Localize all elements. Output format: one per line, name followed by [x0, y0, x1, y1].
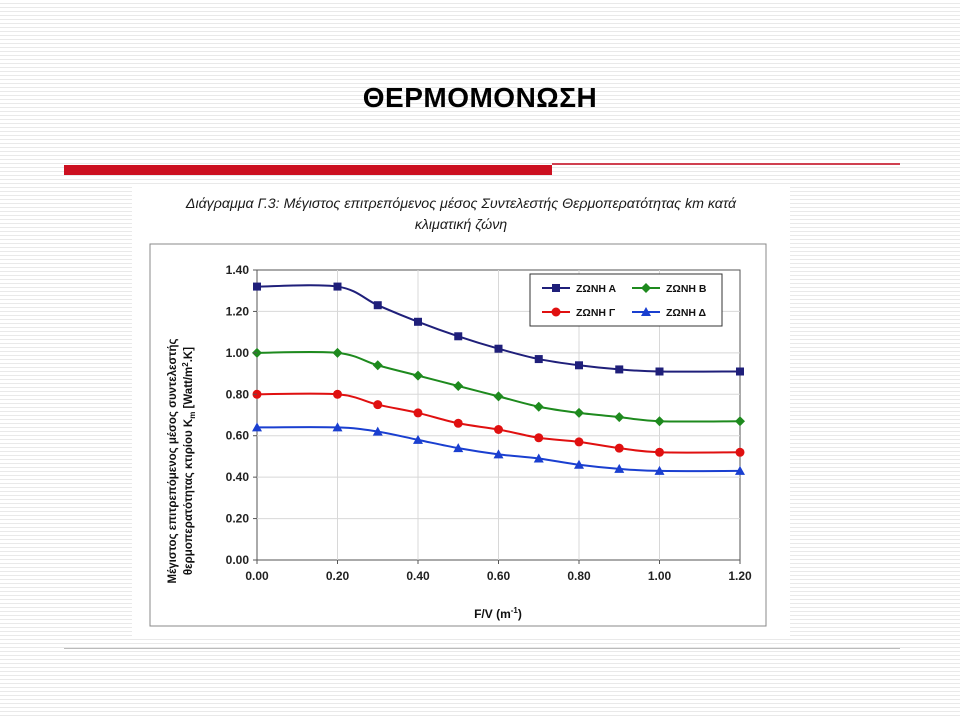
y-axis-label-superscript: 2: [181, 362, 190, 367]
y-tick-label: 1.40: [225, 263, 249, 277]
footer-divider: [64, 648, 900, 649]
data-point-zone-a: [535, 355, 543, 363]
legend-label-zone-a: ΖΩΝΗ Α: [576, 283, 617, 295]
y-axis-label-subscript: m: [188, 411, 197, 419]
data-point-zone-a: [575, 361, 583, 369]
data-point-zone-c: [373, 400, 382, 409]
y-tick-label: 0.20: [225, 511, 249, 526]
y-tick-label: 0.60: [225, 428, 249, 443]
data-point-zone-a: [736, 368, 744, 376]
legend-label-zone-d: ΖΩΝΗ Δ: [666, 307, 707, 319]
y-axis-label-quantity: θερμοπερατότητας κτιρίου K: [183, 418, 195, 576]
data-point-zone-a: [615, 365, 623, 373]
data-point-zone-a: [414, 318, 422, 326]
data-point-zone-c: [534, 433, 543, 442]
data-point-zone-c: [655, 448, 664, 457]
x-tick-label: 0.00: [245, 569, 269, 583]
x-axis-label-main: F/V (m: [474, 607, 511, 621]
data-point-zone-c: [615, 444, 624, 453]
x-tick-label: 1.20: [728, 569, 752, 583]
legend-label-zone-c: ΖΩΝΗ Γ: [576, 307, 616, 319]
y-tick-label: 1.00: [225, 345, 249, 360]
legend-marker-zone-c: [552, 308, 561, 317]
x-tick-label: 1.00: [647, 569, 672, 583]
legend-marker-zone-a: [552, 284, 560, 292]
chart-legend: [530, 274, 722, 326]
data-point-zone-a: [334, 283, 342, 291]
data-point-zone-c: [454, 419, 463, 428]
y-tick-label: 0.80: [225, 387, 249, 402]
y-axis-label-unit: [Watt/m: [183, 366, 195, 412]
title-accent-line: [552, 163, 900, 165]
zone-line-chart: [132, 186, 790, 636]
data-point-zone-a: [454, 332, 462, 340]
x-axis-label-superscript: -1: [510, 606, 518, 615]
data-point-zone-c: [414, 408, 423, 417]
y-tick-label: 0.00: [225, 553, 249, 567]
y-axis-label-unit-end: .K]: [183, 346, 195, 363]
data-point-zone-a: [253, 283, 261, 291]
y-tick-label: 0.40: [225, 470, 249, 485]
y-axis-label-line-1: Μέγιστος επιτρεπόμενος μέσος συντελεστής: [167, 338, 179, 584]
x-axis-label-end: ): [517, 607, 522, 621]
y-axis-label-line-2: [181, 347, 197, 575]
data-point-zone-c: [333, 390, 342, 399]
slide-title: ΘΕΡΜΟΜΟΝΩΣΗ: [362, 82, 598, 113]
data-point-zone-c: [575, 437, 584, 446]
x-tick-label: 0.80: [567, 569, 591, 583]
x-tick-label: 0.40: [406, 569, 430, 583]
data-point-zone-a: [374, 301, 382, 309]
chart-figure: [132, 186, 790, 636]
legend-label-zone-b: ΖΩΝΗ Β: [666, 283, 707, 295]
data-point-zone-a: [495, 345, 503, 353]
data-point-zone-c: [736, 448, 745, 457]
title-accent-bar: [64, 165, 552, 175]
caption-line-2: κλιματική ζώνη: [414, 217, 508, 233]
x-tick-label: 0.20: [325, 569, 350, 583]
x-tick-label: 0.60: [486, 569, 511, 583]
data-point-zone-a: [656, 368, 664, 376]
y-tick-label: 1.20: [225, 304, 249, 319]
caption-line-1: Διάγραμμα Γ.3: Μέγιστος επιτρεπόμενος μέσος Συντελεστής Θερμοπερατότητας km κατά: [185, 196, 737, 212]
data-point-zone-c: [494, 425, 503, 434]
